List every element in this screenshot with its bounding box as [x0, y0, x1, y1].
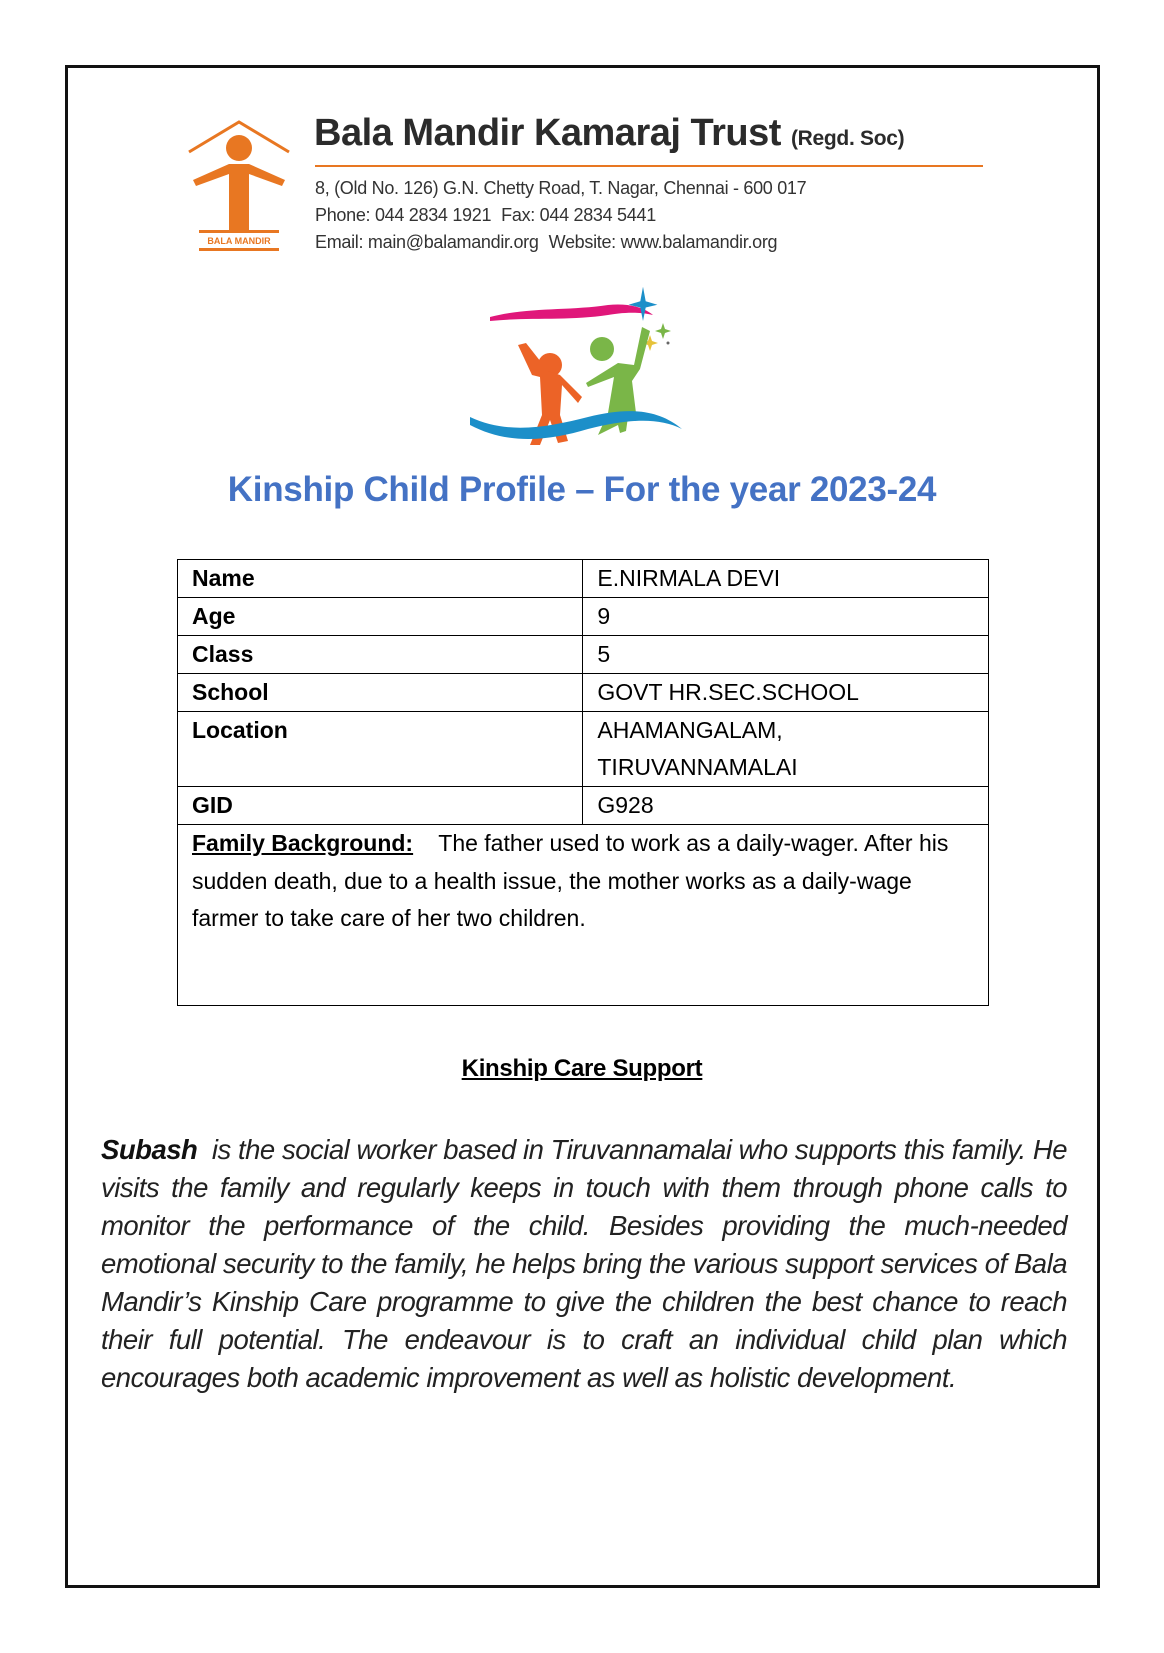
row-value-location: AHAMANGALAM, TIRUVANNAMALAI: [583, 712, 989, 787]
org-address: 8, (Old No. 126) G.N. Chetty Road, T. Nagar, Chennai - 600 017: [315, 178, 807, 198]
row-label-gid: GID: [178, 787, 583, 825]
row-label-name: Name: [178, 560, 583, 598]
org-registration: (Regd. Soc): [790, 127, 905, 150]
org-fax: Fax: 044 2834 5441: [501, 205, 656, 225]
letterhead-rule: [315, 165, 983, 167]
logo-caption: BALA MANDIR: [207, 236, 271, 246]
profile-table: [177, 559, 989, 1006]
support-paragraph-text: is the social worker based in Tiruvannamalai who supports this family. He visits the family and regularly keeps in touch with them through phone calls to monitor the performance of the child. Besides providing the much-needed emotional security to the family, he helps bring the various support services of Bala Mandir’s Kinship Care programme to give the children the best chance to reach their full potential. The endeavour is to craft an individual child plan which encourages both academic improvement as well as holistic development.: [101, 1134, 1068, 1393]
table-row: [178, 674, 989, 712]
org-name: [314, 112, 904, 155]
children-illustration-icon: [468, 285, 690, 450]
org-name-text: Bala Mandir Kamaraj Trust: [314, 112, 781, 154]
table-row: [178, 636, 989, 674]
table-row: [178, 712, 989, 787]
family-background-row: [178, 825, 989, 1006]
support-heading: Kinship Care Support: [461, 1055, 703, 1082]
family-background-label: Family Background:: [192, 830, 414, 856]
row-label-location: Location: [178, 712, 583, 787]
row-value-school: GOVT HR.SEC.SCHOOL: [583, 674, 989, 712]
support-paragraph: [101, 1131, 1067, 1397]
row-value-name: E.NIRMALA DEVI: [583, 560, 989, 598]
row-label-age: Age: [178, 598, 583, 636]
org-contact: [315, 232, 777, 253]
table-row: [178, 598, 989, 636]
row-value-age: 9: [583, 598, 989, 636]
row-label-class: Class: [178, 636, 583, 674]
family-background-cell: [178, 825, 989, 1006]
table-row: [178, 787, 989, 825]
row-value-gid: G928: [583, 787, 989, 825]
table-row: [178, 560, 989, 598]
bala-mandir-logo-icon: [185, 118, 293, 254]
family-background-text: The father used to work as a daily-wager. After his sudden death, due to a health issue, the mother works as a daily-wage farmer to take care of her two children.: [192, 830, 949, 931]
org-email[interactable]: Email: main@balamandir.org: [315, 232, 539, 252]
document-title: Kinship Child Profile – For the year 2023-24: [227, 470, 937, 509]
letterhead: [185, 112, 1005, 257]
org-phone-fax: [315, 205, 656, 226]
org-website[interactable]: Website: www.balamandir.org: [548, 232, 778, 252]
social-worker-name: Subash: [101, 1134, 198, 1165]
row-label-school: School: [178, 674, 583, 712]
row-value-class: 5: [583, 636, 989, 674]
org-phone: Phone: 044 2834 1921: [315, 205, 492, 225]
